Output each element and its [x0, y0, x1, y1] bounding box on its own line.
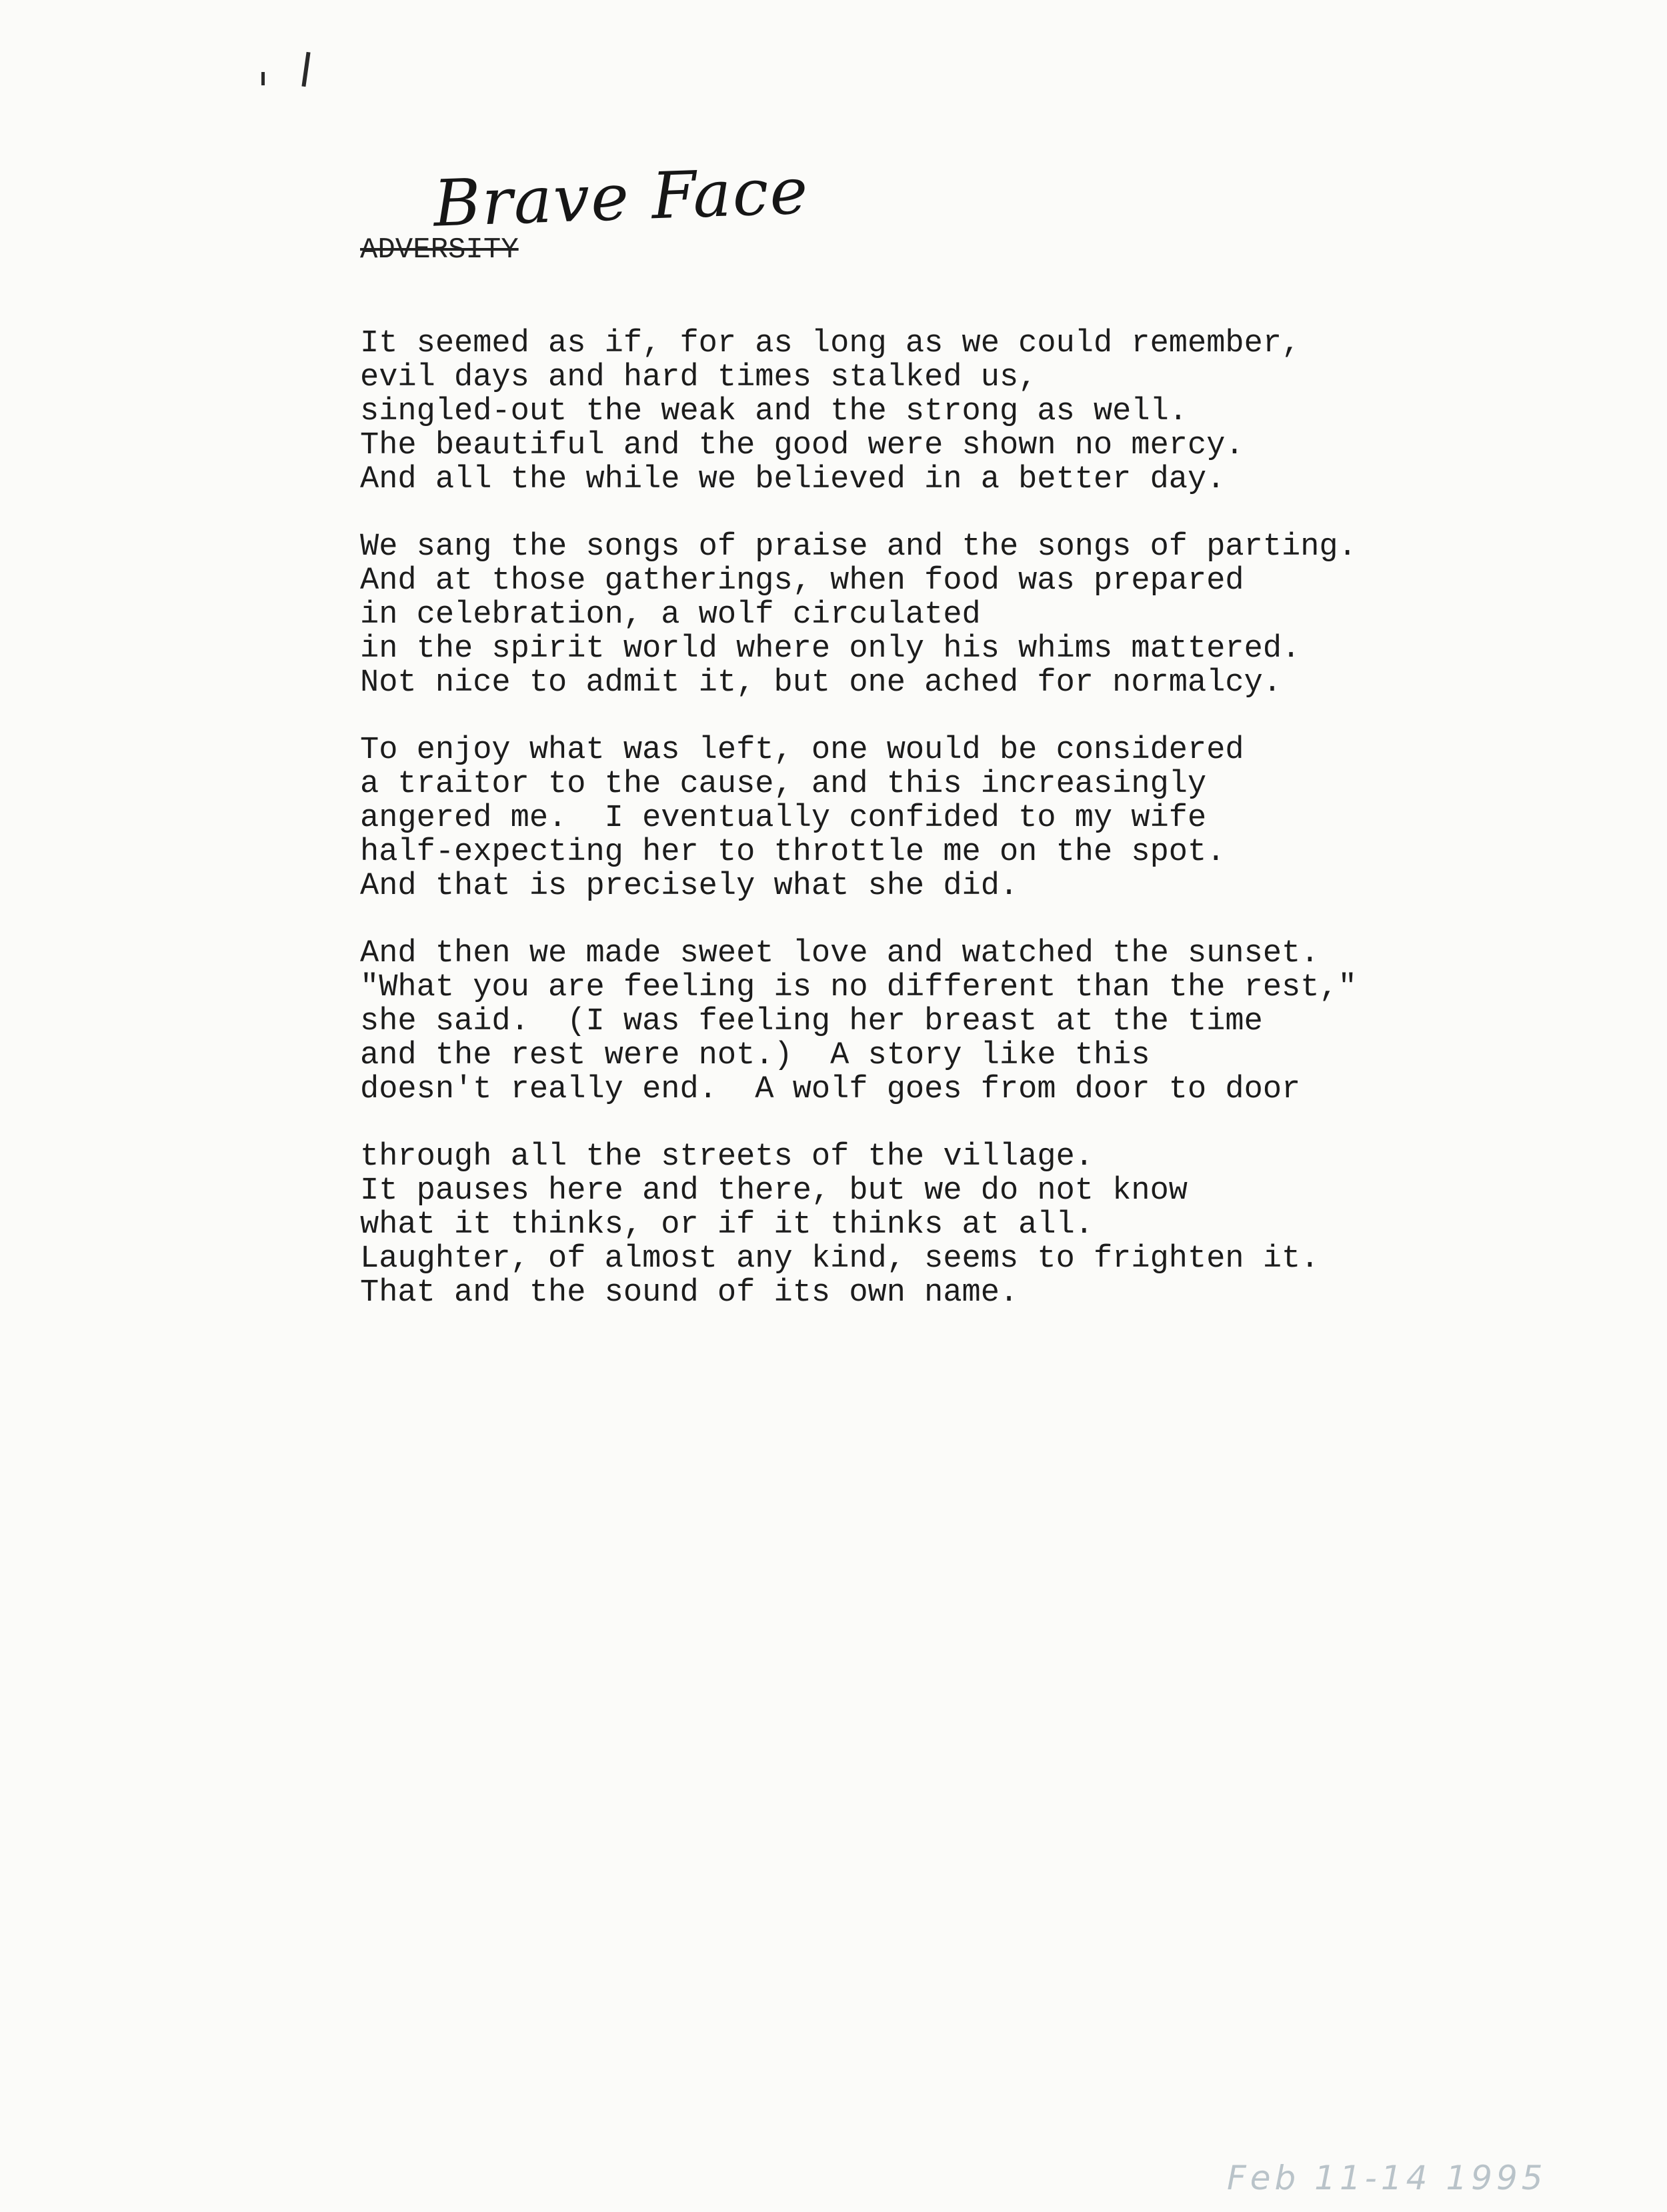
- stanza: [360, 327, 1494, 497]
- poem-line: And all the while we believed in a better day.: [360, 462, 1226, 497]
- poem-line: It pauses here and there, but we do not know: [360, 1173, 1188, 1209]
- poem-line: she said. (I was feeling her breast at the time: [360, 1004, 1263, 1039]
- stanza: [360, 530, 1494, 700]
- stray-mark-tick: [301, 52, 310, 87]
- poem-line: Laughter, of almost any kind, seems to frighten it.: [360, 1241, 1320, 1277]
- poem-line: and the rest were not.) A story like this: [360, 1038, 1150, 1073]
- poem-body: [360, 327, 1494, 1343]
- poem-line: what it thinks, or if it thinks at all.: [360, 1207, 1094, 1243]
- stanza: [360, 1140, 1494, 1310]
- poem-line: through all the streets of the village.: [360, 1139, 1094, 1175]
- poem-line: a traitor to the cause, and this increasingly: [360, 767, 1207, 802]
- poem-line: in celebration, a wolf circulated: [360, 597, 981, 633]
- poem-line: And at those gatherings, when food was prepared: [360, 563, 1244, 599]
- poem-line: That and the sound of its own name.: [360, 1275, 1019, 1311]
- poem-line: To enjoy what was left, one would be considered: [360, 733, 1244, 768]
- poem-line: The beautiful and the good were shown no mercy.: [360, 428, 1244, 463]
- poem-line: evil days and hard times stalked us,: [360, 360, 1038, 395]
- poem-line: We sang the songs of praise and the songs of parting.: [360, 529, 1357, 565]
- poem-line: doesn't really end. A wolf goes from door to door: [360, 1072, 1301, 1107]
- poem-line: singled-out the weak and the strong as well.: [360, 394, 1188, 429]
- poem-line: half-expecting her to throttle me on the spot.: [360, 835, 1226, 870]
- handwritten-title: Brave Face: [432, 153, 810, 241]
- stanza: [360, 733, 1494, 903]
- poem-line: in the spirit world where only his whims mattered.: [360, 631, 1301, 667]
- poem-line: angered me. I eventually confided to my wife: [360, 801, 1207, 836]
- poem-line: "What you are feeling is no different than the rest,": [360, 970, 1357, 1005]
- struck-typed-title: ADVERSITY: [360, 233, 519, 267]
- date-annotation: Feb 11-14 1995: [1227, 2159, 1547, 2197]
- poem-line: And that is precisely what she did.: [360, 869, 1019, 904]
- stray-mark-dot: [261, 72, 265, 85]
- poem-line: It seemed as if, for as long as we could remember,: [360, 326, 1301, 361]
- poem-line: And then we made sweet love and watched the sunset.: [360, 936, 1320, 971]
- poem-line: Not nice to admit it, but one ached for normalcy.: [360, 665, 1282, 701]
- stanza: [360, 937, 1494, 1107]
